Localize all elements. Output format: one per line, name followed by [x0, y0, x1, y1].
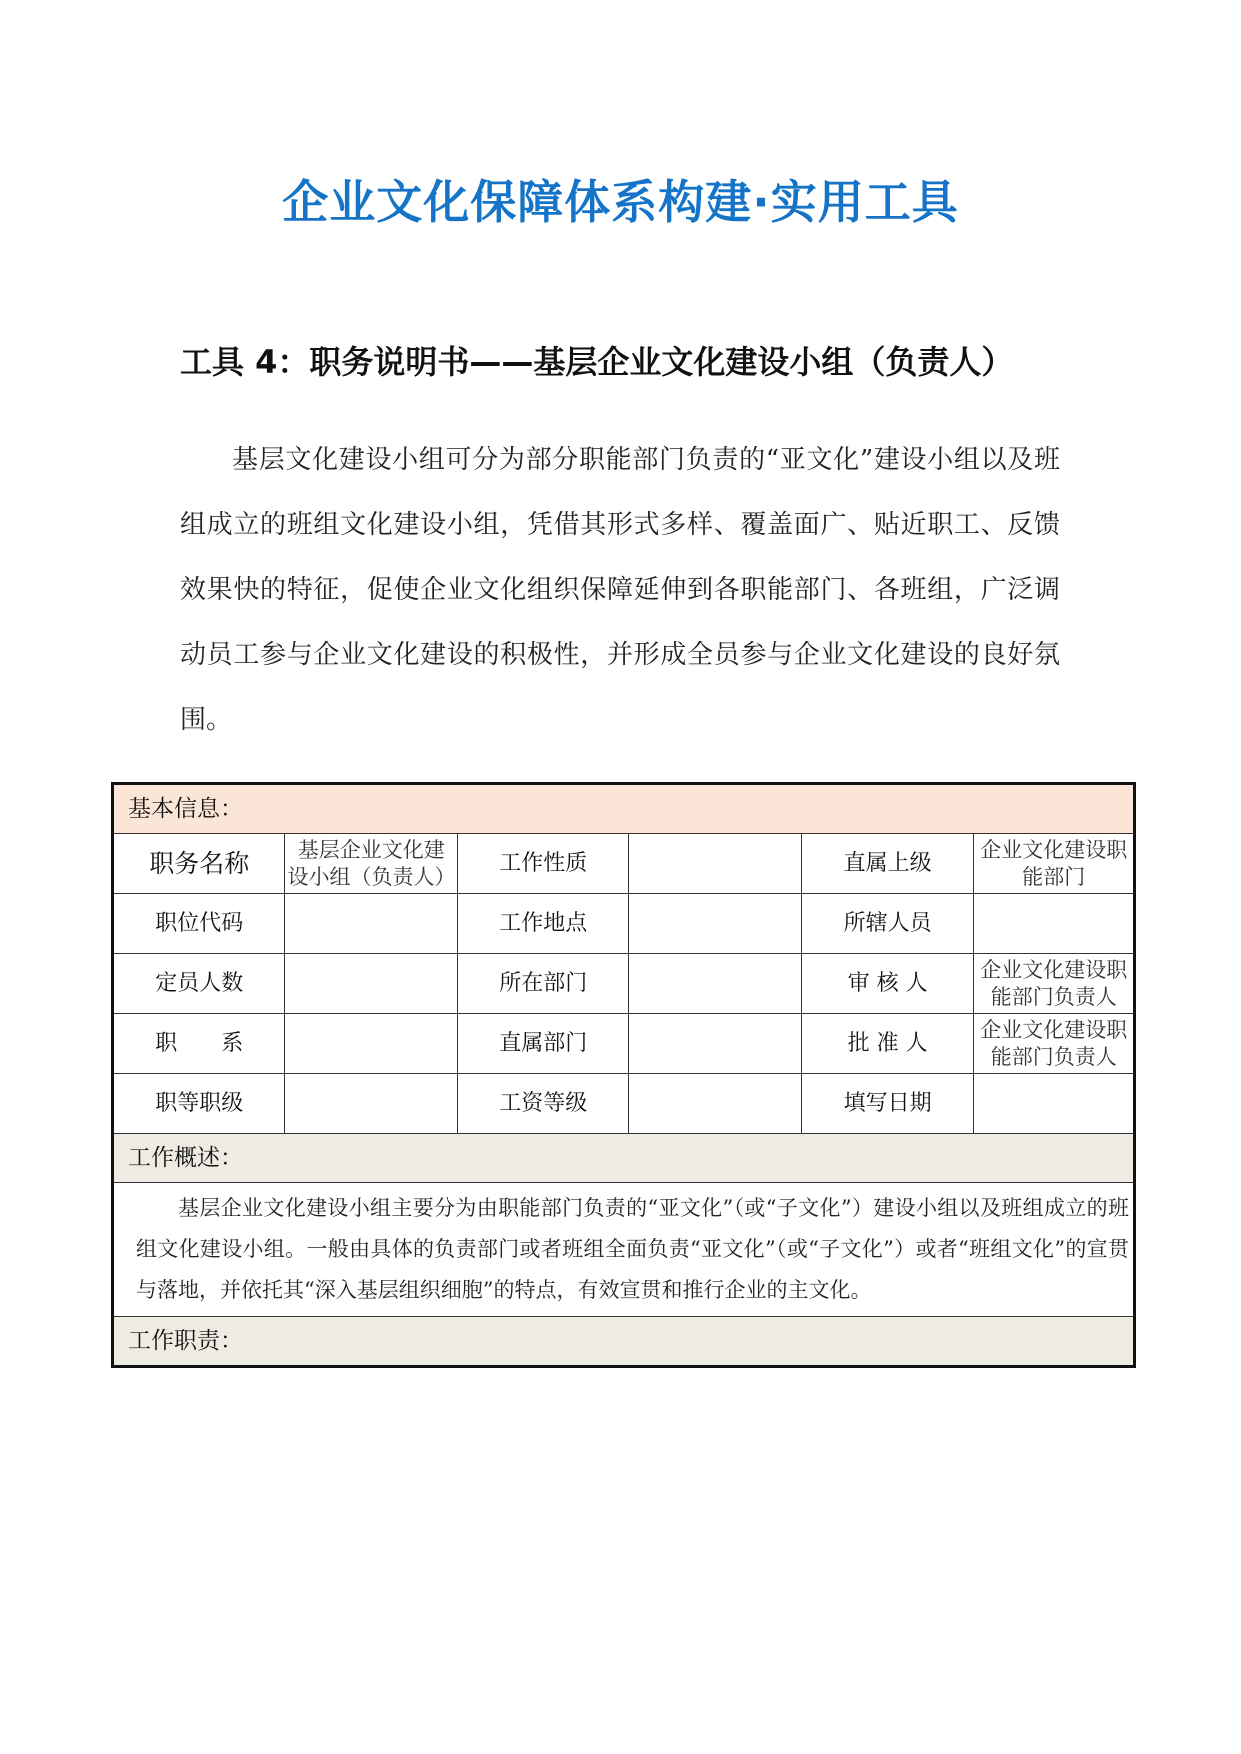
label-fill-date: 填写日期: [801, 1074, 973, 1134]
value-salary-grade: [629, 1074, 801, 1134]
table-row: [113, 1074, 1135, 1134]
work-summary-header: 工作概述：: [113, 1134, 1135, 1183]
basic-info-header: 基本信息：: [113, 784, 1135, 834]
value-approver: 企业文化建设职能部门负责人: [974, 1014, 1135, 1074]
table-row: [113, 954, 1135, 1014]
work-summary-header-row: [113, 1134, 1135, 1183]
value-fill-date: [974, 1074, 1135, 1134]
work-duties-header-row: [113, 1317, 1135, 1367]
value-work-location: [629, 894, 801, 954]
label-work-location: 工作地点: [457, 894, 628, 954]
value-grade-level: [285, 1074, 457, 1134]
value-direct-department: [629, 1014, 801, 1074]
label-direct-department: 直属部门: [457, 1014, 628, 1074]
work-duties-header: 工作职责：: [113, 1317, 1135, 1367]
basic-info-header-row: [113, 784, 1135, 834]
label-position-code: 职位代码: [113, 894, 285, 954]
table-row: [113, 834, 1135, 894]
label-reviewer: 审 核 人: [801, 954, 973, 1014]
value-work-nature: [629, 834, 801, 894]
table-row: [113, 894, 1135, 954]
work-summary-row: [113, 1183, 1135, 1317]
label-subordinates: 所辖人员: [801, 894, 973, 954]
intro-paragraph: [180, 428, 1060, 753]
value-reviewer: 企业文化建设职能部门负责人: [974, 954, 1135, 1014]
label-approver: 批 准 人: [801, 1014, 973, 1074]
label-salary-grade: 工资等级: [457, 1074, 628, 1134]
document-title: 企业文化保障体系构建·实用工具: [282, 175, 959, 229]
label-job-family: 职 系: [113, 1014, 285, 1074]
table-row: [113, 1014, 1135, 1074]
section-title: 工具 4：职务说明书——基层企业文化建设小组（负责人）: [180, 343, 1014, 381]
label-headcount: 定员人数: [113, 954, 285, 1014]
label-job-title: 职务名称: [113, 834, 285, 894]
value-direct-superior: 企业文化建设职能部门: [974, 834, 1135, 894]
work-summary-text: [113, 1183, 1135, 1317]
value-department: [629, 954, 801, 1014]
intro-text: 基层文化建设小组可分为部分职能部门负责的“亚文化”建设小组以及班组成立的班组文化建设小组，凭借其形式多样、覆盖面广、贴近职工、反馈效果快的特征，促使企业文化组织保障延伸到各职能部门、各班组，广泛调动员工参与企业文化建设的积极性，并形成全员参与企业文化建设的良好氛围。: [180, 445, 1060, 735]
value-job-title: 基层企业文化建设小组（负责人）: [285, 834, 457, 894]
value-subordinates: [974, 894, 1135, 954]
label-work-nature: 工作性质: [457, 834, 628, 894]
work-summary-content: 基层企业文化建设小组主要分为由职能部门负责的“亚文化”（或“子文化”）建设小组以及班组成立的班组文化建设小组。一般由具体的负责部门或者班组全面负责“亚文化”（或“子文化”）或者“班组文化”的宣贯与落地，并依托其“深入基层组织细胞”的特点，有效宣贯和推行企业的主文化。: [136, 1196, 1129, 1302]
label-department: 所在部门: [457, 954, 628, 1014]
value-job-family: [285, 1014, 457, 1074]
value-position-code: [285, 894, 457, 954]
label-grade-level: 职等职级: [113, 1074, 285, 1134]
value-headcount: [285, 954, 457, 1014]
job-description-table: [111, 782, 1136, 1368]
label-direct-superior: 直属上级: [801, 834, 973, 894]
